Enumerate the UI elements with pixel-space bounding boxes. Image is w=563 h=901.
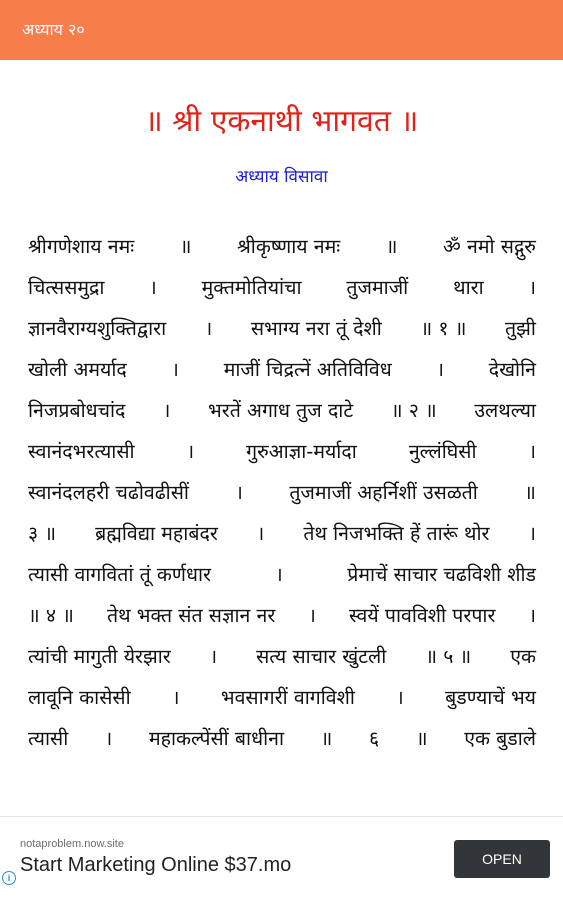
verse-segment: एक [510,645,536,668]
verse-segment: उलथल्या [474,399,536,422]
verse-line [28,267,536,308]
verse-segment: त्यासी वागवितां तूं कर्णधार [28,563,211,586]
verse-segment: स्वानंदभरत्यासी [28,440,135,463]
ad-open-button[interactable]: OPEN [454,840,550,878]
verse-segment: । [172,686,180,709]
verse-segment: । [528,522,536,545]
verse-line [28,390,536,431]
verse-segment: ॐ नमो सद्गुरु [443,235,536,258]
header-title: अध्याय २० [22,20,85,39]
verse-segment: । [235,481,243,504]
verse-line [28,595,536,636]
verse-segment: । [209,645,218,668]
verse-line [28,718,536,759]
verse-segment: ६ [369,727,380,750]
verse-segment: ॥ २ ॥ [390,399,437,422]
verse-line [28,472,536,513]
verse-segment: । [256,522,265,545]
ad-domain: notaproblem.now.site [20,838,124,850]
verse-segment: भवसागरीं वागविशी [220,686,355,709]
verse-segment: । [436,358,444,381]
verse-segment: । [171,358,179,381]
verse-segment: श्रीगणेशाय नमः [28,235,135,258]
verse-segment: थारा [453,276,484,299]
verse-segment: । [528,276,536,299]
verse-line [28,431,536,472]
verse-segment: ॥ [320,727,333,750]
ad-banner[interactable] [0,816,563,901]
verse-segment: एक बुडाले [464,727,536,750]
verse-segment: महाकल्पेंसीं बाधीना [148,727,284,750]
verse-segment: तुजमाजीं [346,276,409,299]
verse-segment: । [308,604,316,627]
verse-segment: । [104,727,113,750]
verse-segment: चित्ससमुद्रा [28,276,105,299]
ad-headline[interactable]: Start Marketing Online $37.mo [20,854,292,876]
verse-segment: गुरुआज्ञा-मर्यादा [246,440,357,463]
verse-segment: नुल्लंघिसी [408,440,477,463]
verse-segment: मुक्तमोतियांचा [201,276,302,299]
verse-segment: स्वानंदलहरी चढोवढीसीं [28,481,189,504]
verse-line [28,226,536,267]
verse-segment: सत्य साचार खुंटली [256,645,387,668]
verse-segment: । [396,686,404,709]
adchoices-icon[interactable]: i [2,871,16,885]
verse-segment: । [186,440,195,463]
verse-segment: ३ ॥ [28,522,57,545]
verse-segment: देखोनि [488,358,536,381]
verse-segment: ॥ [524,481,536,504]
verse-line [28,677,536,718]
chapter-subtitle: अध्याय विसावा [235,167,328,187]
verse-segment: निजप्रबोधचांद [28,399,126,422]
verse-segment: स्वयें पावविशी परपार [348,604,496,627]
verse-segment: माजीं चिद्रत्नें अतिविविध [223,358,392,381]
verse-segment: ब्रह्मविद्या महाबंदर [95,522,218,545]
verse-text [28,226,536,759]
verse-line [28,636,536,677]
verse-segment: । [275,563,283,586]
verse-segment: । [163,399,171,422]
verse-segment: श्रीकृष्णाय नमः [237,235,341,258]
page-title: ॥ श्री एकनाथी भागवत ॥ [144,104,419,139]
verse-segment: तुजमाजीं अहर्निशीं उसळती [289,481,478,504]
verse-segment: ॥ ४ ॥ [28,604,74,627]
verse-segment: ॥ ५ ॥ [425,645,472,668]
verse-segment: ॥ [179,235,192,258]
verse-segment: प्रेमाचें साचार चढविशी शीड [347,563,536,586]
verse-segment: । [528,440,536,463]
verse-segment: तेथ भक्त संत सज्ञान नर [107,604,276,627]
verse-segment: । [528,604,536,627]
verse-segment: सभाग्य नरा तूं देशी [250,317,382,340]
verse-segment: । [149,276,157,299]
verse-segment: तुझी [505,317,536,340]
verse-segment: त्यांची मागुती येरझार [28,645,171,668]
verse-segment: ज्ञानवैराग्यशुक्तिद्वारा [28,317,167,340]
verse-segment: भरतें अगाध तुज दाटे [208,399,354,422]
verse-segment: ॥ १ ॥ [420,317,467,340]
verse-line [28,513,536,554]
verse-segment: ॥ [415,727,428,750]
verse-segment: लावूनि कासेसी [28,686,131,709]
verse-segment: खोली अमर्याद [28,358,127,381]
verse-segment: बुडण्याचें भय [445,686,536,709]
verse-line [28,349,536,390]
app-header [0,0,563,60]
verse-segment: ॥ [385,235,398,258]
verse-line [28,308,536,349]
verse-line [28,554,536,595]
verse-segment: । [204,317,213,340]
verse-segment: तेथ निजभक्ति हें तारूं थोर [303,522,490,545]
verse-segment: त्यासी [28,727,69,750]
